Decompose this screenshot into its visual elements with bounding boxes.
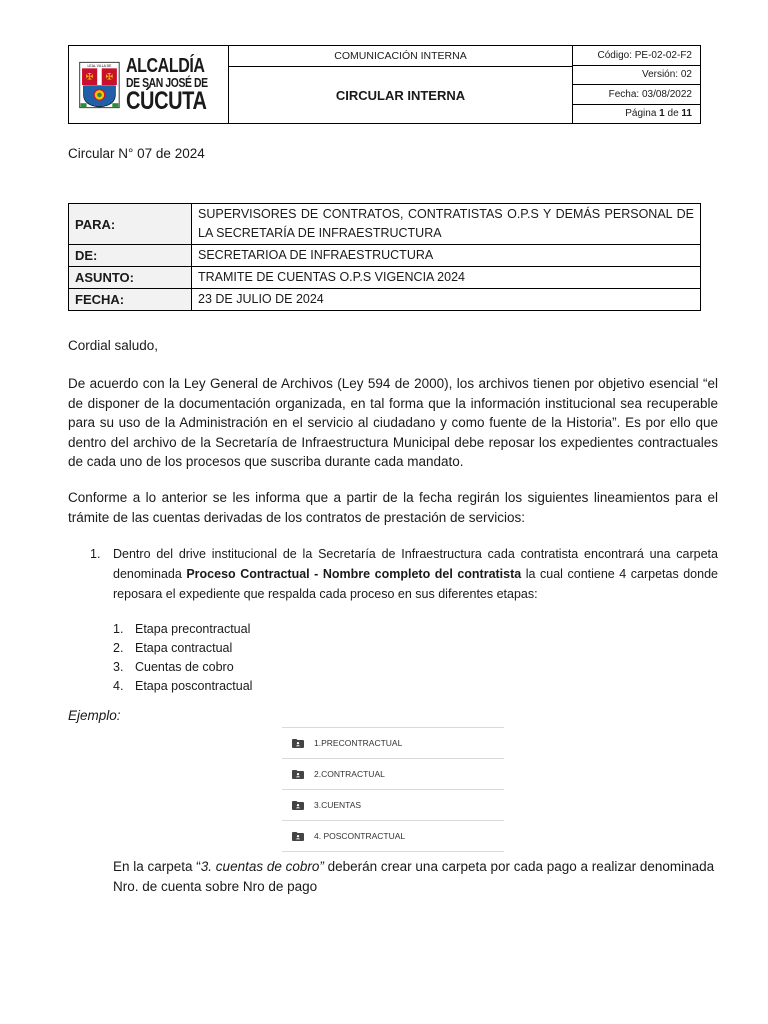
svg-text:✠: ✠ (85, 71, 94, 82)
table-row (69, 245, 701, 267)
logo-wordmark (126, 56, 228, 114)
item-bold-text: Proceso Contractual - Nombre completo del contratista (186, 567, 522, 581)
row-key: DE: (69, 245, 192, 267)
logo-area (69, 46, 229, 123)
table-row (69, 289, 701, 311)
row-key: FECHA: (69, 289, 192, 311)
circular-number: Circular N° 07 de 2024 (68, 146, 205, 161)
row-value: SECRETARIOA DE INFRAESTRUCTURA (192, 245, 701, 267)
folder-row[interactable] (282, 820, 504, 852)
item-text-after: la cual contiene 4 carpetas donde reposara el expediente que respalda cada proceso en sus diferentes etapas: (113, 567, 718, 601)
crest-caption: LEAL VILLA DE (87, 63, 112, 68)
list-item-number: 1. (113, 622, 124, 636)
example-label: Ejemplo: (68, 708, 121, 723)
document-type: CIRCULAR INTERNA (335, 87, 466, 103)
document-version: Versión: 02 (573, 66, 700, 86)
list-item (113, 658, 252, 677)
header-meta (573, 46, 700, 123)
paragraph-1: De acuerdo con la Ley General de Archivos (Ley 594 de 2000), los archivos tienen por objetivo esencial “el de disponer de la documentación organizada, en tal forma que la información institucional sea recuperable para su uso de la Administración en el servicio al ciudadano y como fuente de la Historia”. Es por ello que dentro del archivo de la Secretaría de Infraestructura Municipal debe reposar los expedientes contractuales de cada uno de los procesos que suscriba durante cada mandato. (68, 376, 718, 469)
row-key: PARA: (69, 204, 192, 245)
folder-row[interactable] (282, 789, 504, 820)
guideline-item-1 (90, 544, 718, 604)
folder-example-list (282, 727, 504, 852)
greeting: Cordial saludo, (68, 338, 159, 353)
page-prefix: Página (625, 108, 660, 120)
stages-list (113, 620, 252, 696)
closing-before: En la carpeta “ (113, 859, 201, 874)
list-item (113, 639, 252, 658)
coat-of-arms-icon (79, 54, 120, 116)
item-text-before: Dentro del drive institucional de la Secretaría de Infraestructura cada contratista encontrará una carpeta denominada (113, 547, 718, 581)
list-item (113, 677, 252, 696)
logo-line2: DE SAN JOSÉ DE (125, 74, 208, 90)
shared-folder-icon (292, 770, 304, 779)
folder-label: 2.CONTRACTUAL (314, 769, 385, 779)
department-label: COMUNICACIÓN INTERNA (229, 46, 572, 67)
folder-label: 1.PRECONTRACTUAL (314, 738, 403, 748)
svg-text:✠: ✠ (105, 71, 114, 82)
logo-line3: CÚCUTA (125, 86, 207, 115)
folder-label: 4. POSCONTRACTUAL (314, 831, 406, 841)
shared-folder-icon (292, 739, 304, 748)
closing-italic: 3. cuentas de cobro” (200, 859, 324, 874)
table-row (69, 267, 701, 289)
item-number: 1. (90, 547, 101, 561)
item-body (113, 544, 718, 604)
list-item-number: 3. (113, 660, 124, 674)
shared-folder-icon (292, 801, 304, 810)
folder-row[interactable] (282, 758, 504, 789)
row-key: ASUNTO: (69, 267, 192, 289)
header-title-area (229, 46, 573, 123)
row-value: 23 DE JULIO DE 2024 (192, 289, 701, 311)
closing-paragraph (113, 857, 723, 896)
page-number (573, 105, 700, 124)
list-item-number: 2. (113, 641, 124, 655)
list-item-label: Etapa poscontractual (135, 679, 253, 693)
page-mid: de (664, 108, 682, 120)
list-item-number: 4. (113, 679, 124, 693)
list-item-label: Etapa contractual (135, 641, 233, 655)
document-date: Fecha: 03/08/2022 (573, 85, 700, 105)
page-total: 11 (681, 108, 692, 120)
list-item-label: Cuentas de cobro (135, 660, 234, 674)
logo-line1: ALCALDÍA (125, 54, 205, 77)
page-current: 1 (659, 108, 665, 120)
document-code: Código: PE-02-02-F2 (573, 46, 700, 66)
shared-folder-icon (292, 832, 304, 841)
document-header (68, 45, 701, 124)
row-value: SUPERVISORES DE CONTRATOS, CONTRATISTAS O.P.S Y DEMÁS PERSONAL DE LA SECRETARÍA DE INFRAESTRUCTURA (192, 204, 701, 245)
paragraph-2: Conforme a lo anterior se les informa que a partir de la fecha regirán los siguientes lineamientos para el trámite de las cuentas derivadas de los contratos de prestación de servicios: (68, 490, 718, 525)
closing-after: deberán crear una carpeta por cada pago a realizar denominada Nro. de cuenta sobre Nro de pago (113, 859, 715, 894)
folder-row[interactable] (282, 727, 504, 758)
folder-label: 3.CUENTAS (314, 800, 362, 810)
memo-info-table (68, 203, 701, 311)
list-item (113, 620, 252, 639)
row-value: TRAMITE DE CUENTAS O.P.S VIGENCIA 2024 (192, 267, 701, 289)
list-item-label: Etapa precontractual (135, 622, 251, 636)
table-row (69, 204, 701, 245)
